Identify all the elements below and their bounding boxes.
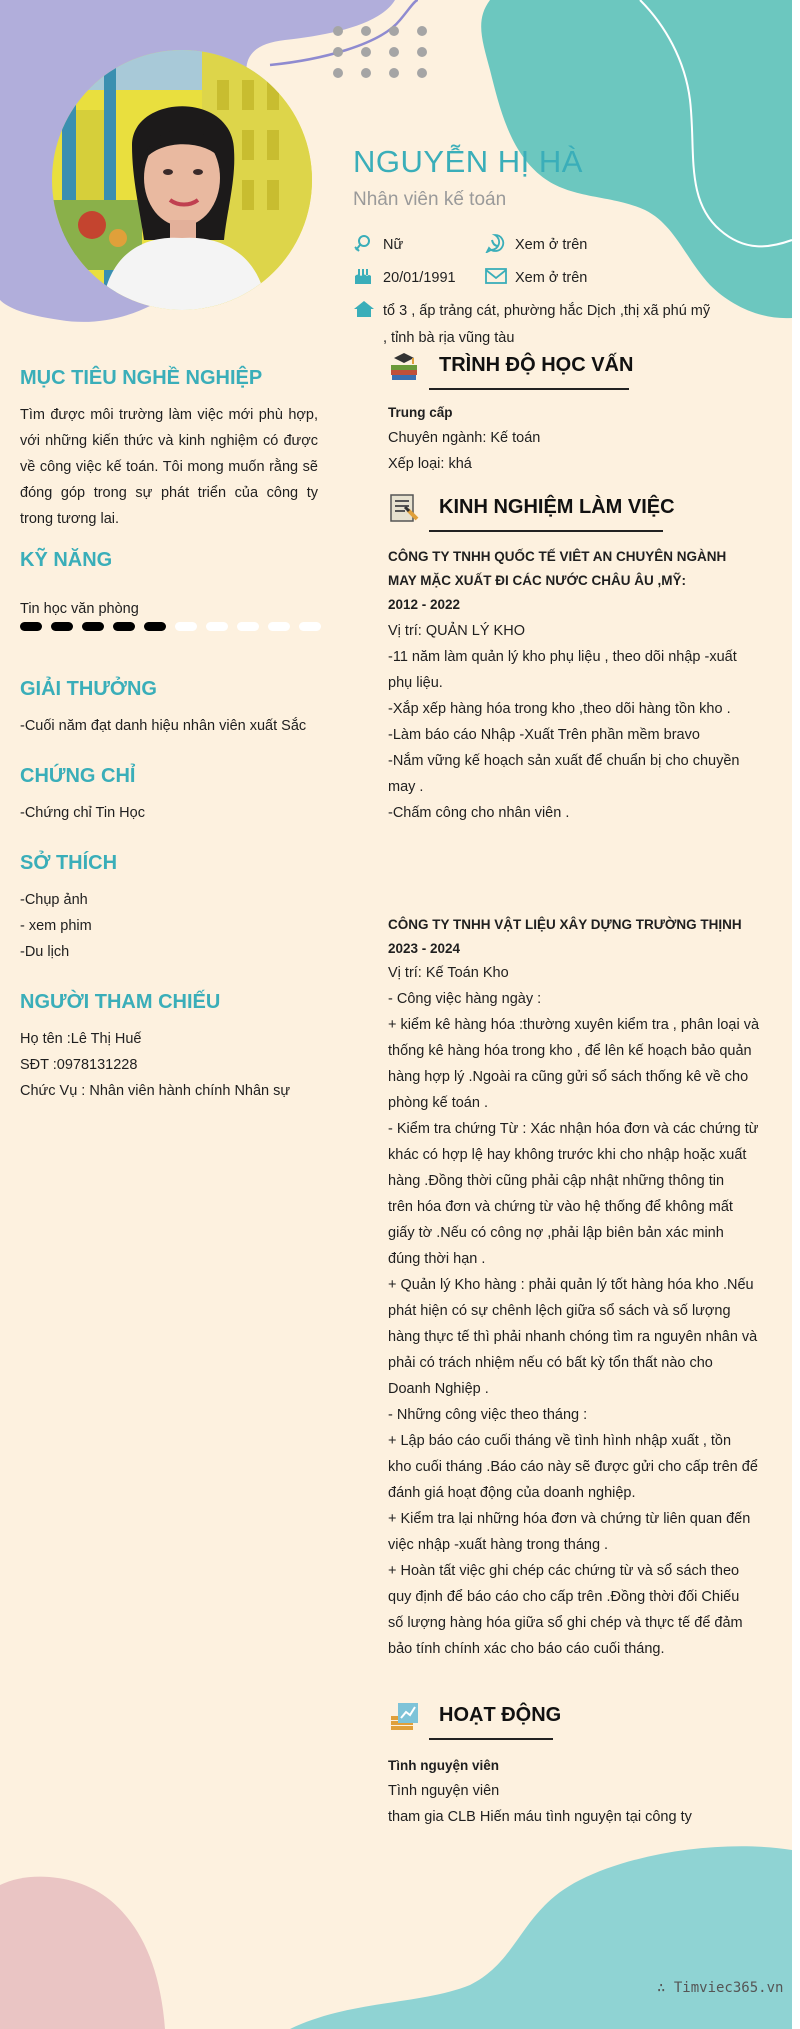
skill-level-segment [20,622,42,631]
skill-level-segment [51,622,73,631]
job-2-description-line: giấy tờ .Nếu có công nợ ,phải lập biên bản xác minh [388,1225,724,1241]
experience-section-header [388,492,678,536]
education-grade: Xếp loại: khá [388,456,472,472]
briefcase-icon [388,492,420,524]
job-2-description-line: phòng kế toán . [388,1095,488,1111]
job-2-description-line: + Kiểm tra lại những hóa đơn và chứng từ liên quan đến [388,1511,751,1527]
job-2-description-line: kho cuối tháng .Báo cáo này sẽ được gửi cho cấp trên để [388,1459,758,1475]
job-1-company-line-1: CÔNG TY TNHH QUỐC TẾ VIÊT AN CHUYÊN NGÀNH [388,549,727,564]
objective-heading: MỤC TIÊU NGHỀ NGHIỆP [20,367,263,389]
footer-brand [657,1980,783,1996]
job-1-description-line: -Chấm công cho nhân viên . [388,805,570,821]
award-item: -Cuối năm đạt danh hiệu nhân viên xuất Sắc [20,718,307,734]
job-2-description-line: quy định để báo cáo cho cấp trên .Đồng thời đối Chiếu [388,1589,740,1605]
job-2-description-line: thống kê hàng hóa trong kho , để lên kế hoạch bảo quản [388,1043,752,1059]
decorative-dots [333,26,427,78]
activity-description: tham gia CLB Hiến máu tình nguyện tại công ty [388,1809,692,1825]
job-2-description-line: đúng thời hạn . [388,1251,486,1267]
brand-logo-icon: ∴ [657,1980,674,1996]
cake-icon [353,266,373,286]
job-2-period: 2023 - 2024 [388,941,461,956]
skill-level-segment [206,622,228,631]
skill-name: Tin học văn phòng [20,601,139,617]
reference-heading: NGƯỜI THAM CHIẾU [20,991,221,1013]
phone-value[interactable]: Xem ở trên [515,237,588,253]
skill-level-segment [268,622,290,631]
job-1-description-line: Vị trí: QUẢN LÝ KHO [388,623,525,639]
job-1-description-line: -Nắm vững kế hoạch sản xuất để chuẩn bị cho chuyền [388,753,740,769]
job-2-description-line: + kiểm kê hàng hóa :thường xuyên kiểm tra , phân loại và [388,1017,760,1033]
job-2-description-line: hàng thực tế thì phải nhanh chóng tìm ra nguyên nhân và [388,1329,758,1345]
gender-value: Nữ [383,237,404,253]
job-2-description-line: bảo tính chính xác cho báo cáo cuối tháng. [388,1641,665,1657]
certificates-heading: CHỨNG CHỈ [20,765,136,787]
skill-level-segment [175,622,197,631]
hobby-item: -Du lịch [20,944,70,960]
phone-icon [485,233,505,253]
job-1-company-line-2: MAY MẶC XUẤT ĐI CÁC NƯỚC CHÂU ÂU ,MỸ: [388,573,686,588]
objective-text: Tìm được môi trường làm việc mới phù hợp, với những kiến thức và kinh nghiệm có được về công việc kế toán. Tôi mong muốn rằng sẽ đóng góp trong sự phát triển của công ty trong tương lai. [20,407,318,527]
job-2-description-line: + Hoàn tất việc ghi chép các chứng từ và sổ sách theo [388,1563,740,1579]
candidate-name: NGUYỄN HỊ HÀ [353,144,583,179]
job-title: Nhân viên kế toán [353,189,507,210]
education-school: Trung cấp [388,405,453,420]
email-value[interactable]: Xem ở trên [515,270,588,286]
activity-title: Tình nguyện viên [388,1758,500,1773]
job-2-description [388,960,770,1662]
job-1-description-line: -Làm báo cáo Nhập -Xuất Trên phần mềm bravo [388,727,700,743]
job-entry-1 [388,544,770,826]
job-2-description-line: việc nhập -xuất hàng trong tháng . [388,1537,609,1553]
home-icon [353,299,375,319]
job-2-description-line: hàng hợp lý .Ngoài ra cũng gửi sổ sách thống kê về cho [388,1069,749,1085]
job-2-description-line: đánh giá hoạt động của doanh nghiệp. [388,1485,636,1501]
skill-level-bar [20,622,321,631]
avatar [52,50,312,310]
job-2-description-line: trên hóa đơn và chứng từ vào hệ thống để không mất [388,1199,733,1215]
job-2-description-line: phải có trách nhiệm nếu có bất kỳ tổn thất nào cho [388,1355,713,1371]
job-2-description-line: Vị trí: Kế Toán Kho [388,965,509,981]
hobbies-heading: SỞ THÍCH [20,852,118,874]
job-2-description-line: hàng .Đồng thời cũng phải cập nhật những thông tin [388,1173,725,1189]
skill-level-segment [113,622,135,631]
job-2-description-line: + Quản lý Kho hàng : phải quản lý tốt hàng hóa kho .Nếu [388,1277,754,1293]
activity-role: Tình nguyện viên [388,1783,500,1799]
reference-item: SĐT :0978131228 [20,1057,138,1073]
education-section-header [388,350,634,394]
job-2-description-line: + Lập báo cáo cuối tháng về tình hình nhập xuất , tồn [388,1433,732,1449]
gender-icon [353,234,373,254]
reference-item: Họ tên :Lê Thị Huế [20,1031,142,1047]
job-1-description-line: -11 năm làm quản lý kho phụ liệu , theo dõi nhập -xuất [388,649,737,665]
pink-blob [0,1870,180,2029]
skill-level-segment [237,622,259,631]
job-1-description-line: may . [388,779,424,795]
skill-level-segment [144,622,166,631]
aqua-blob [290,1840,792,2029]
activities-section-header [388,1700,588,1744]
job-2-description-line: Doanh Nghiệp . [388,1381,489,1397]
job-2-description-line: - Kiểm tra chứng Từ : Xác nhận hóa đơn và các chứng từ [388,1121,759,1137]
job-1-description-line: phụ liệu. [388,675,443,691]
experience-heading: KINH NGHIỆM LÀM VIỆC [439,496,675,518]
job-2-description-line: - Công việc hàng ngày : [388,991,542,1007]
brand-text: Timviec365.vn [673,1980,784,1996]
books-icon [388,350,420,382]
address-line-1: tổ 3 , ấp trảng cát, phường hắc Dịch ,thị xã phú mỹ [383,303,711,319]
job-2-company: CÔNG TY TNHH VẬT LIỆU XÂY DỰNG TRƯỜNG THỊNH [388,917,742,932]
skill-level-segment [299,622,321,631]
hobby-item: -Chụp ảnh [20,892,88,908]
job-2-description-line: số lượng hàng hóa giữa sổ ghi chép và thực tế để đảm [388,1615,743,1631]
job-2-description-line: khác có hợp lệ hay không trước khi cho nhập hoặc xuất [388,1147,747,1163]
job-1-period: 2012 - 2022 [388,597,461,612]
job-entry-2 [388,912,770,1662]
reference-item: Chức Vụ : Nhân viên hành chính Nhân sự [20,1083,291,1099]
job-1-description [388,618,770,826]
job-2-description-line: phát hiện có sự chênh lệch giữa sổ sách và số lượng [388,1303,731,1319]
education-heading: TRÌNH ĐỘ HỌC VẤN [439,354,634,376]
awards-heading: GIẢI THƯỞNG [20,678,157,700]
email-icon [485,267,507,285]
skill-level-segment [82,622,104,631]
job-2-description-line: - Những công việc theo tháng : [388,1407,588,1423]
skills-heading: KỸ NĂNG [20,549,113,571]
activities-heading: HOẠT ĐỘNG [439,1704,562,1726]
education-major: Chuyên ngành: Kế toán [388,430,541,446]
certificate-item: -Chứng chỉ Tin Học [20,805,145,821]
birthdate-value: 20/01/1991 [383,270,456,286]
job-1-description-line: -Xắp xếp hàng hóa trong kho ,theo dõi hàng tồn kho . [388,701,731,717]
activity-icon [388,1700,420,1732]
hobby-item: - xem phim [20,918,92,934]
address-line-2: , tỉnh bà rịa vũng tàu [383,330,515,346]
